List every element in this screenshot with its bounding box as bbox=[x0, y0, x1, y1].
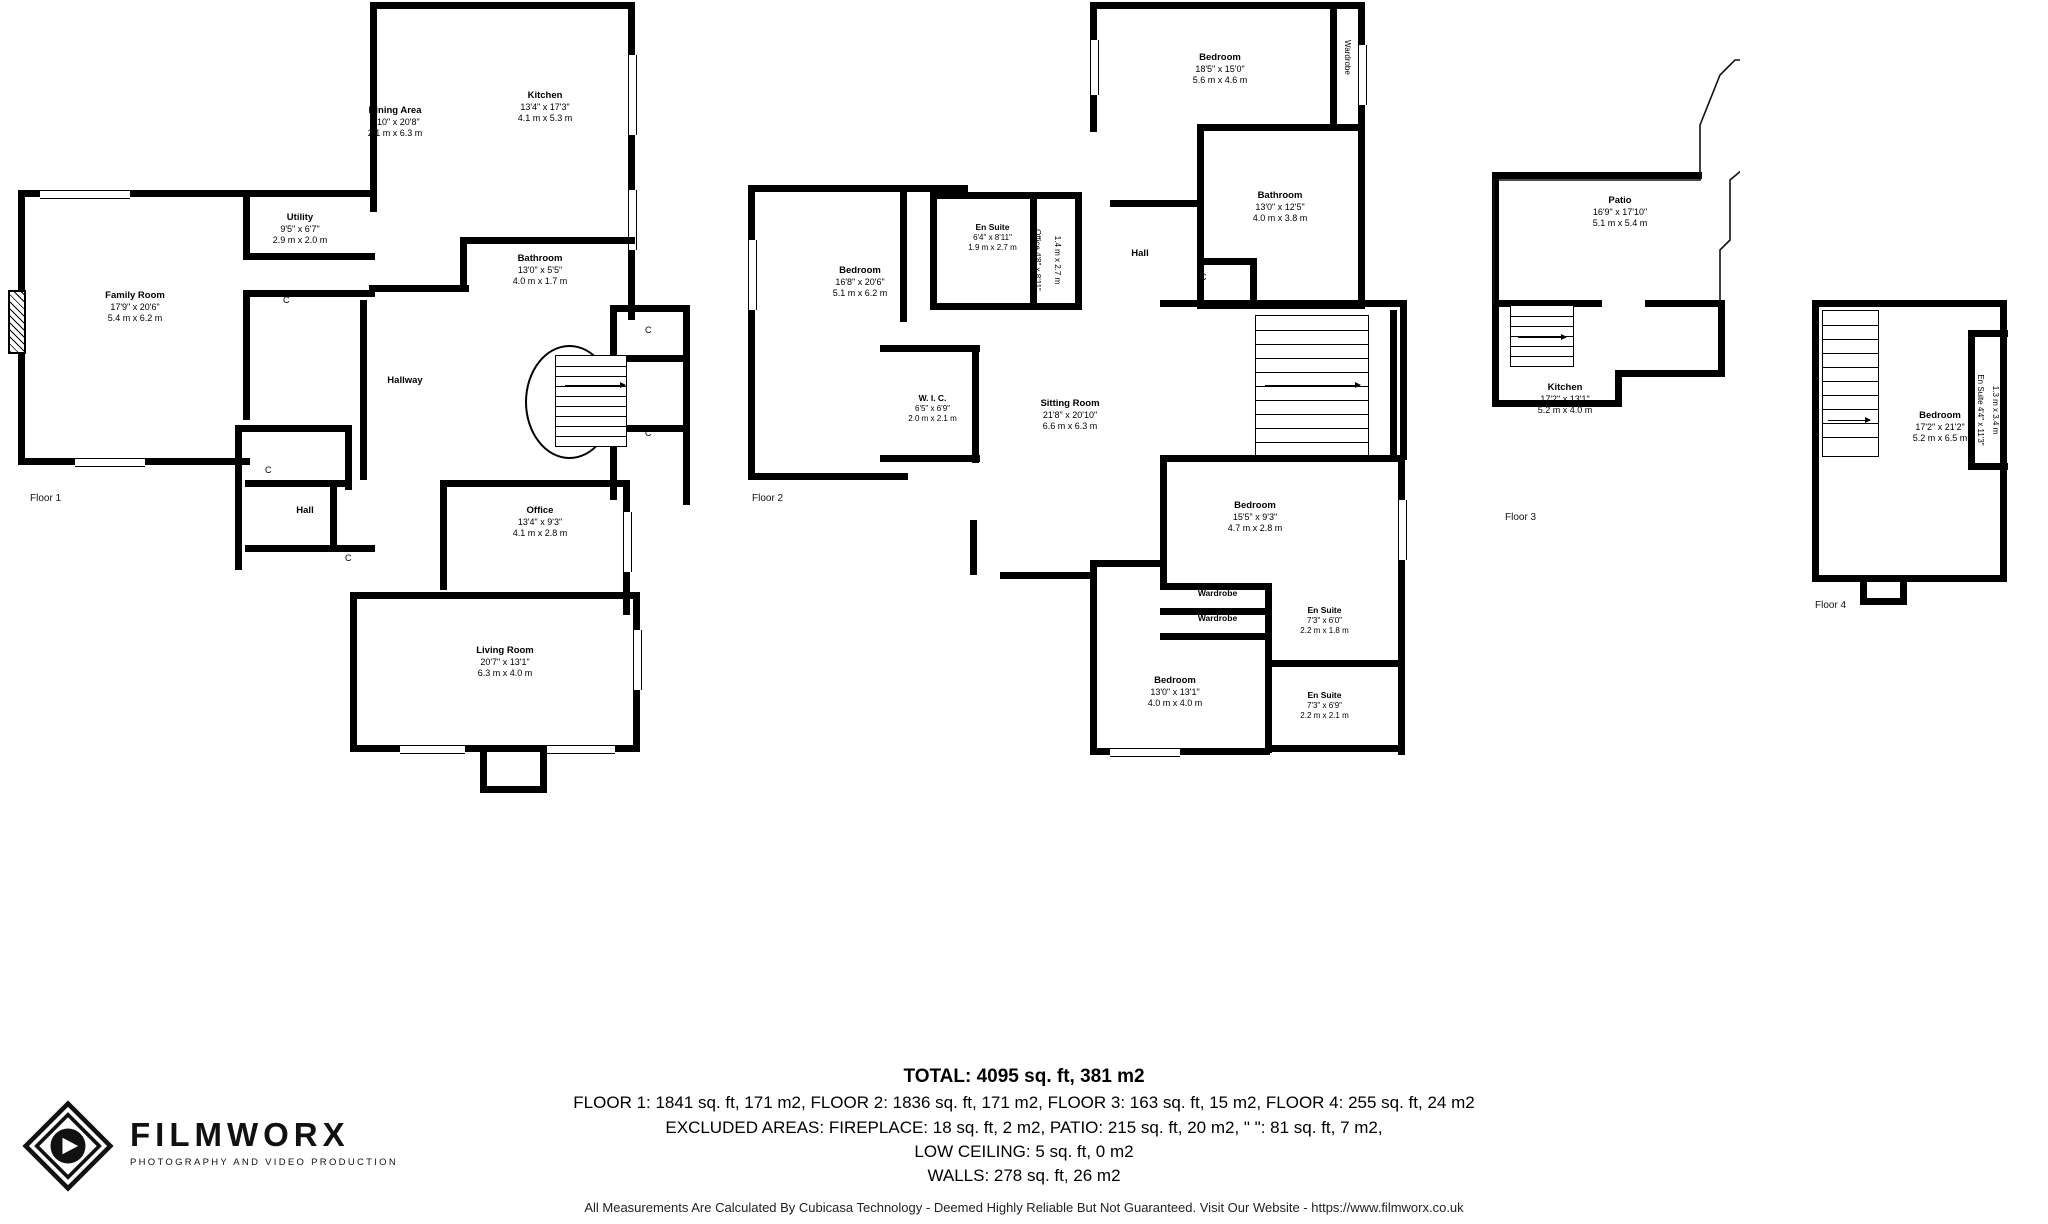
room-label-vertical: 1.3 m x 3.4 m bbox=[1991, 385, 2000, 435]
wall bbox=[1330, 9, 1337, 124]
wall bbox=[1390, 310, 1397, 455]
room-label: W. I. C. 6'5" x 6'9" 2.0 m x 2.1 m bbox=[908, 393, 957, 423]
floor-caption: Floor 4 bbox=[1815, 600, 1847, 611]
wall bbox=[930, 192, 1080, 199]
wall bbox=[460, 237, 635, 244]
window bbox=[628, 55, 637, 135]
window bbox=[40, 190, 130, 199]
walls-line: WALLS: 278 sq. ft, 26 m2 bbox=[927, 1166, 1121, 1185]
window bbox=[1110, 748, 1180, 757]
wall bbox=[1860, 598, 1907, 605]
wall bbox=[683, 305, 690, 505]
total-area-line: TOTAL: 4095 sq. ft, 381 m2 bbox=[903, 1066, 1145, 1087]
fireplace-hatch bbox=[8, 290, 26, 354]
wall bbox=[245, 480, 345, 487]
wall bbox=[1160, 633, 1270, 640]
room-label: En Suite 7'3" x 6'9" 2.2 m x 2.1 m bbox=[1300, 690, 1349, 720]
wall bbox=[1400, 300, 1407, 460]
wall bbox=[350, 592, 357, 752]
wall bbox=[369, 285, 469, 292]
floor-caption: Floor 2 bbox=[752, 493, 784, 504]
wall bbox=[1615, 370, 1725, 377]
logo-subtitle: PHOTOGRAPHY AND VIDEO PRODUCTION bbox=[130, 1157, 399, 1168]
wall bbox=[345, 425, 352, 490]
room-label: Bedroom 13'0" x 13'1" 4.0 m x 4.0 m bbox=[1147, 675, 1203, 709]
room-label: Family Room 17'9" x 20'6" 5.4 m x 6.2 m bbox=[105, 290, 165, 324]
floor-caption: Floor 3 bbox=[1505, 512, 1537, 523]
room-label: En Suite 7'3" x 6'0" 2.2 m x 1.8 m bbox=[1300, 605, 1349, 635]
wall bbox=[1265, 660, 1405, 667]
wall bbox=[1110, 200, 1200, 207]
wall bbox=[370, 2, 635, 9]
wall bbox=[1160, 455, 1405, 462]
wall bbox=[1000, 572, 1095, 579]
play-diamond-icon bbox=[22, 1100, 114, 1192]
closet-mark: C bbox=[645, 325, 652, 335]
window bbox=[1398, 500, 1407, 560]
wall bbox=[243, 290, 375, 297]
closet-mark: C bbox=[265, 465, 272, 475]
wall bbox=[480, 786, 547, 793]
wall bbox=[1968, 330, 1975, 470]
window bbox=[1358, 45, 1367, 105]
wall bbox=[748, 473, 908, 480]
closet-mark: C bbox=[283, 295, 290, 305]
window bbox=[633, 630, 642, 690]
wall bbox=[440, 480, 447, 590]
wall bbox=[360, 300, 367, 480]
wall bbox=[235, 425, 345, 432]
wall bbox=[235, 425, 242, 570]
wall bbox=[330, 487, 337, 547]
wall bbox=[1197, 124, 1365, 131]
wall bbox=[900, 192, 907, 322]
room-label: Bathroom 13'0" x 5'5" 4.0 m x 1.7 m bbox=[512, 253, 568, 287]
room-label: Kitchen 13'4" x 17'3" 4.1 m x 5.3 m bbox=[517, 90, 573, 124]
room-label: En Suite 6'4" x 8'11" 1.9 m x 2.7 m bbox=[968, 222, 1017, 252]
excluded-areas-line: EXCLUDED AREAS: FIREPLACE: 18 sq. ft, 2 m2, PATIO: 215 sq. ft, 20 m2, " ": 81 sq. ft, 7 m2, bbox=[665, 1118, 1383, 1137]
wall bbox=[970, 520, 977, 575]
wall bbox=[440, 480, 630, 487]
low-ceiling-line: LOW CEILING: 5 sq. ft, 0 m2 bbox=[914, 1142, 1134, 1161]
window bbox=[623, 512, 632, 572]
window bbox=[545, 745, 615, 754]
wall bbox=[1075, 192, 1082, 310]
room-label-vertical: Office 4'8" x 8'11" bbox=[1033, 229, 1042, 291]
patio-outline bbox=[1490, 55, 1740, 305]
room-label: Bedroom 16'8" x 20'6" 5.1 m x 6.2 m bbox=[832, 265, 888, 299]
wall bbox=[1197, 258, 1257, 265]
window bbox=[75, 458, 145, 467]
wall bbox=[1968, 330, 2008, 337]
wall bbox=[1968, 463, 2008, 470]
wall bbox=[1265, 745, 1405, 752]
brand-logo bbox=[22, 1100, 422, 1200]
room-label: Hall bbox=[296, 505, 314, 516]
room-label: Wardrobe bbox=[1197, 588, 1238, 598]
wall bbox=[460, 237, 467, 292]
staircase bbox=[555, 355, 627, 447]
room-label-vertical: 1.4 m x 2.7 m bbox=[1053, 235, 1062, 285]
closet-mark: C bbox=[345, 553, 352, 563]
wall bbox=[1265, 583, 1272, 753]
window bbox=[400, 745, 465, 754]
wall bbox=[610, 305, 690, 312]
room-label: Bathroom 13'0" x 12'5" 4.0 m x 3.8 m bbox=[1252, 190, 1308, 224]
staircase bbox=[1255, 315, 1369, 457]
stair-direction-arrow bbox=[1265, 385, 1360, 386]
floor-caption: Floor 1 bbox=[30, 493, 62, 504]
floor-areas-line: FLOOR 1: 1841 sq. ft, 171 m2, FLOOR 2: 1836 sq. ft, 171 m2, FLOOR 3: 163 sq. ft, 15 m2, FLOOR 4: 255 sq. ft, 24 m2 bbox=[573, 1093, 1475, 1112]
wall bbox=[1812, 575, 2007, 582]
room-label-vertical: En Suite 4'4" x 11'3" bbox=[1976, 374, 1985, 446]
wall bbox=[1090, 560, 1097, 755]
closet-mark: C bbox=[1200, 272, 1207, 282]
wall bbox=[1160, 300, 1405, 307]
wall bbox=[1812, 300, 1819, 582]
room-label: Bedroom 15'5" x 9'3" 4.7 m x 2.8 m bbox=[1227, 500, 1283, 534]
stair-direction-arrow bbox=[1828, 420, 1870, 421]
room-label: Hall bbox=[1131, 248, 1149, 259]
room-label: Utility 9'5" x 6'7" 2.9 m x 2.0 m bbox=[272, 212, 328, 246]
stair-direction-arrow bbox=[565, 385, 625, 386]
wall bbox=[880, 345, 980, 352]
window bbox=[748, 240, 757, 310]
wall bbox=[1812, 300, 1872, 307]
window bbox=[1090, 40, 1099, 95]
wall bbox=[1090, 560, 1165, 567]
wall bbox=[245, 545, 375, 552]
wall bbox=[243, 190, 375, 197]
room-label: Office 13'4" x 9'3" 4.1 m x 2.8 m bbox=[512, 505, 568, 539]
disclaimer-line: All Measurements Are Calculated By Cubicasa Technology - Deemed Highly Reliable But Not Guaranteed. Visit Our Website - https://www.filmworx.co.uk bbox=[584, 1200, 1464, 1215]
wall bbox=[243, 290, 250, 420]
wall bbox=[748, 185, 755, 480]
staircase bbox=[1822, 310, 1879, 457]
room-label: Sitting Room 21'8" x 20'10" 6.6 m x 6.3 m bbox=[1040, 398, 1100, 432]
wall bbox=[1090, 2, 1365, 9]
wall bbox=[350, 592, 640, 599]
room-label: Bedroom 17'2" x 21'2" 5.2 m x 6.5 m bbox=[1912, 410, 1968, 444]
room-label: Dining Area 6'10" x 20'8" 2.1 m x 6.3 m bbox=[367, 105, 423, 139]
room-label: Wardrobe bbox=[1197, 613, 1238, 623]
wall bbox=[628, 2, 635, 320]
wall bbox=[880, 455, 980, 462]
logo-name: FILMWORX bbox=[130, 1116, 350, 1153]
room-label-vertical: Wardrobe bbox=[1343, 40, 1352, 75]
stair-direction-arrow bbox=[1518, 337, 1566, 338]
wall bbox=[243, 253, 375, 260]
room-label: Hallway bbox=[387, 375, 423, 386]
room-label: Bedroom 18'5" x 15'0" 5.6 m x 4.6 m bbox=[1192, 52, 1248, 86]
closet-mark: C bbox=[645, 428, 652, 438]
room-label: Patio 16'9" x 17'10" 5.1 m x 5.4 m bbox=[1592, 195, 1648, 229]
wall bbox=[748, 185, 968, 192]
wall bbox=[1718, 300, 1725, 377]
room-label: Living Room 20'7" x 13'1" 6.3 m x 4.0 m bbox=[476, 645, 534, 679]
room-label: Kitchen 17'2" x 13'1" 5.2 m x 4.0 m bbox=[1537, 382, 1593, 416]
